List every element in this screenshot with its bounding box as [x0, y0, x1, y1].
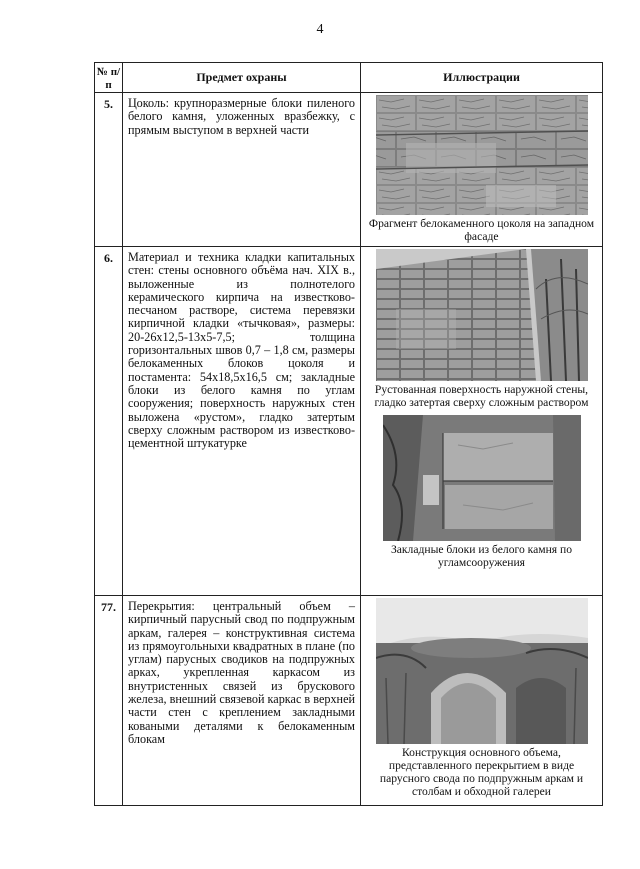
- row-subject: Материал и техника кладки капитальных стен: стены основного объёма нач. XIX в., выложенные из полнотелого керамического кирпича на известково-песчаном растворе, система перевязки кирпичной кладки «тычковая», размеры: 20-26х12,5-13х5-7,5; толщина горизонтальных швов 0,7 – 1,8 см, размеры белокаменных блоков цоколя и постамента: 54х18,5х16,5 см; закладные блоки из белого камня по углам сооружения; поверхность наружных стен выложена «рустом», гладко затертым сверху сложным раствором из известково-цементной штукатурке: [123, 247, 361, 596]
- header-number: № п/п: [95, 63, 123, 93]
- white-stone-blocks-photo: [383, 415, 581, 541]
- photo-caption: Конструкция основного объема, представленного перекрытием в виде парусного свода по подпружным аркам и столбам и обходной галереи: [379, 746, 584, 798]
- header-subject: Предмет охраны: [123, 63, 361, 93]
- row-subject: Цоколь: крупноразмерные блоки пиленого белого камня, уложенных вразбежку, с прямым выступом в верхней части: [123, 93, 361, 247]
- photo-caption: Рустованная поверхность наружной стены, гладко затертая сверху сложным раствором: [374, 383, 589, 409]
- photo-caption: Фрагмент белокаменного цоколя на западном фасаде: [368, 217, 595, 243]
- header-illustrations: Иллюстрации: [361, 63, 603, 93]
- row-subject: Перекрытия: центральный объем – кирпичный парусный свод по подпружным аркам, галерея – конструктивная система из прямоугольныхи квадратных в плане (по углам) парусных сводиков на подпружных арках, укрепленная каркасом из внутристенных связей из брускового железа, внешний связевой каркас в верхней части стен с креплением закладными коваными деталями к белокаменным блокам: [123, 596, 361, 806]
- row-number: 5.: [95, 93, 123, 247]
- row-number: 77.: [95, 596, 123, 806]
- row-illustrations: [361, 247, 603, 596]
- row-illustrations: [361, 93, 603, 247]
- table-row: [95, 596, 603, 806]
- table-row: [95, 93, 603, 247]
- white-stone-plinth-photo: [376, 95, 588, 215]
- rusticated-wall-photo: [376, 249, 588, 381]
- photo-caption: Закладные блоки из белого камня по угламсооружения: [390, 543, 573, 569]
- table-header-row: [95, 63, 603, 93]
- protection-subject-table: [94, 62, 603, 806]
- page-number: 4: [316, 22, 324, 37]
- table-row: [95, 247, 603, 596]
- row-number: 6.: [95, 247, 123, 596]
- row-illustrations: [361, 596, 603, 806]
- vault-structure-photo: [376, 598, 588, 744]
